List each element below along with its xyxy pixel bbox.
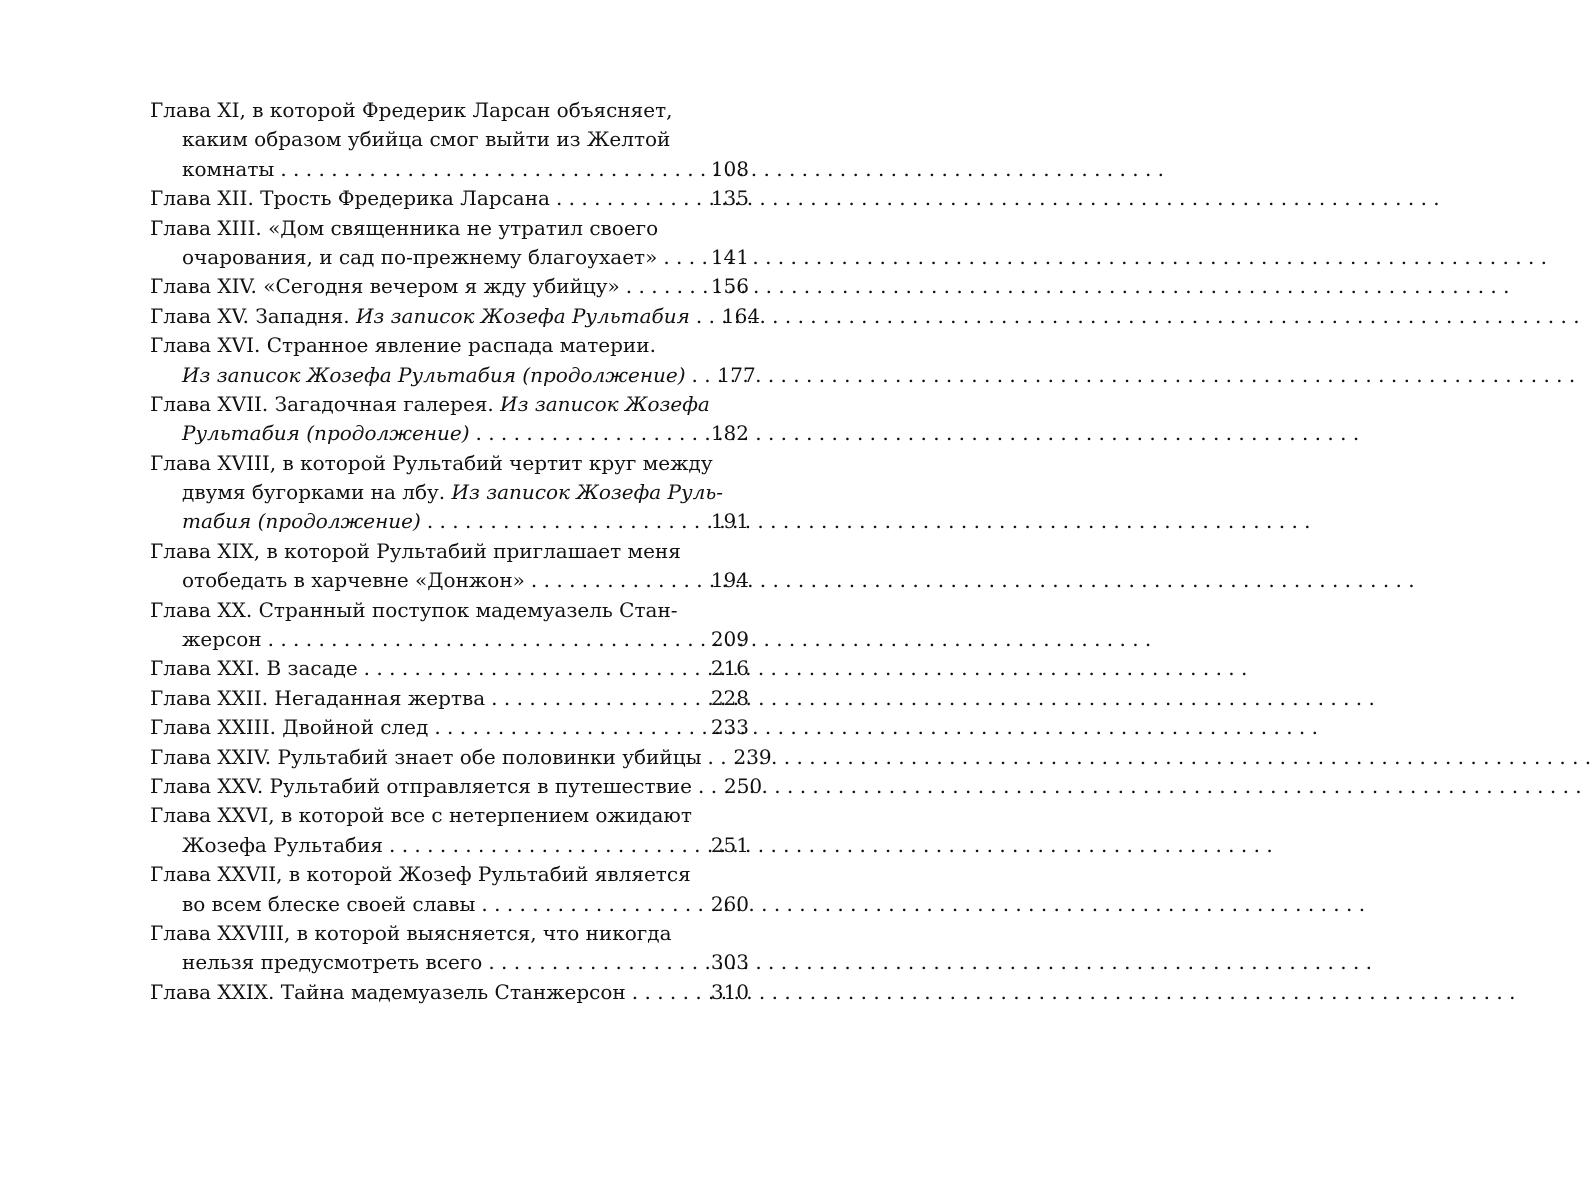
page-number: 135 [710,186,749,211]
toc-entry-line [150,478,749,507]
toc-entry-title [150,743,701,772]
toc-entry-title-text: Жозефа Рультабия [182,832,383,857]
toc-entry-line: Глава XVI. Странное явление распада материи. [150,333,656,358]
toc-entry-title [150,772,692,801]
dot-leader [262,625,711,654]
toc-entry-title [150,654,358,683]
toc-entry-final-line [150,507,749,536]
page-number: 108 [710,156,749,181]
toc-entry-title [150,684,485,713]
table-of-contents [150,96,772,1007]
dot-leader [701,743,733,772]
toc-entry [150,184,749,213]
toc-entry-final-line [150,772,763,801]
toc-entry-final-line [150,361,756,390]
dot-leader [686,361,718,390]
toc-entry-line: Глава XIX, в которой Рультабий приглашает меня [150,538,681,563]
toc-entry-final-line [150,684,749,713]
toc-entry-italic-text: Из записок Жозефа Рультабия (продолжение) [182,362,686,387]
toc-entry-final-line [150,419,749,448]
toc-entry-title-text: Глава XXI. В засаде [150,656,358,681]
dot-leader [485,684,711,713]
toc-entry-title [182,625,262,654]
toc-entry-title [150,272,620,301]
toc-entry-final-line [150,948,749,977]
toc-entry-title [150,302,690,331]
dot-leader [421,507,711,536]
toc-entry [150,860,749,919]
toc-entry-final-line [150,566,749,595]
toc-entry-italic-text: Рультабия (продолжение) [182,421,470,446]
page-number: 177 [717,362,756,387]
page-number: 182 [710,421,749,446]
toc-entry-text: двумя бугорками на лбу. [182,480,452,505]
toc-entry-final-line [150,184,749,213]
toc-entry [150,302,761,331]
dot-leader [657,243,710,272]
toc-entry [150,713,749,742]
toc-entry-title-text: Глава XII. Трость Фредерика Ларсана [150,186,550,211]
toc-entry-line: Глава XXVIII, в которой выясняется, что никогда [150,920,672,945]
page-number: 303 [710,950,749,975]
toc-entry-italic-text: Из записок Жозефа Руль- [451,480,723,505]
toc-entry [150,684,749,713]
toc-entry-final-line [150,625,749,654]
toc-entry-title [182,361,686,390]
toc-entry-title [182,155,274,184]
toc-entry-title [150,978,626,1007]
toc-entry-final-line [150,155,749,184]
toc-entry [150,978,749,1007]
dot-leader [690,302,722,331]
toc-entry-title [182,507,421,536]
toc-entry-title-text: Глава XIV. «Сегодня вечером я жду убийцу» [150,274,620,299]
toc-entry-title-text: во всем блеске своей славы [182,891,476,916]
toc-entry-title-text: жерсон [182,627,262,652]
toc-entry [150,772,763,801]
toc-entry-final-line [150,654,749,683]
toc-entry-text: Глава XVII. Загадочная галерея. [150,391,501,416]
page-number: 250 [723,773,763,798]
toc-entry-line [150,390,749,419]
page-number: 194 [710,568,749,593]
toc-entry-title-text: Глава XXIV. Рультабий знает обе половинки убийцы [150,744,702,769]
toc-entry-final-line [150,713,749,742]
page-number: 209 [710,627,749,652]
dot-leader [470,419,711,448]
toc-entry [150,390,749,449]
toc-entry-line: Глава XXVII, в которой Жозеф Рультабий является [150,862,691,887]
toc-entry [150,214,749,273]
toc-entry-title-text: комнаты [182,156,275,181]
toc-entry-title-text: Глава XXII. Негаданная жертва [150,685,486,710]
dot-leader [525,566,711,595]
toc-entry [150,596,749,655]
toc-entry-final-line [150,890,749,919]
page-number: 164 [721,303,761,328]
page-number: 141 [710,244,749,269]
toc-entry [150,449,749,537]
toc-entry [150,272,749,301]
toc-entry [150,743,772,772]
dot-leader [274,155,710,184]
dot-leader [482,948,710,977]
page-number: 233 [710,715,749,740]
page-number: 156 [710,274,749,299]
toc-entry-title [182,566,525,595]
dot-leader [358,654,711,683]
toc-entry-final-line [150,743,772,772]
dot-leader [428,713,711,742]
page-number: 191 [710,509,749,534]
toc-entry-line: Глава XXVI, в которой все с нетерпением ожидают [150,803,692,828]
toc-entry-title-text: нельзя предусмотреть всего [182,950,483,975]
toc-entry-title-text: Глава XXIII. Двойной след [150,715,429,740]
toc-entry-italic-text: табия (продолжение) [182,509,421,534]
toc-entry-title [182,890,475,919]
toc-entry-final-line [150,978,749,1007]
page-number: 310 [710,979,749,1004]
page-number: 228 [710,685,749,710]
toc-entry-italic-text: Из записок Жозефа Рультабия [355,303,690,328]
toc-entry-line: Глава XVIII, в которой Рультабий чертит круг между [150,450,713,475]
page-number: 260 [710,891,749,916]
page-number: 239 [733,744,772,769]
toc-entry [150,537,749,596]
toc-entry [150,96,749,184]
page-number: 216 [710,656,749,681]
toc-entry-line: Глава XI, в которой Фредерик Ларсан объясняет, [150,98,673,122]
toc-entry-line: Глава XX. Странный поступок мадемуазель Стан- [150,597,678,622]
toc-entry-italic-text: Из записок Жозефа [500,391,710,416]
toc-entry [150,801,749,860]
dot-leader [692,772,724,801]
dot-leader [620,272,711,301]
toc-entry-title [150,184,550,213]
toc-entry-final-line [150,243,749,272]
toc-entry-title-text: Глава XXIX. Тайна мадемуазель Станжерсон [150,979,626,1004]
toc-entry-line: каким образом убийца смог выйти из Желтой [182,127,671,152]
dot-leader [550,184,711,213]
toc-entry-title-text: Глава XXV. Рультабий отправляется в путешествие [150,773,692,798]
toc-entry-title [150,713,428,742]
dot-leader [475,890,710,919]
toc-entry [150,919,749,978]
toc-entry-final-line [150,831,749,860]
toc-entry-title-text: очарования, и сад по-прежнему благоухает» [182,244,658,269]
toc-entry-title [182,831,383,860]
toc-entry-title [182,948,482,977]
toc-entry-title [182,243,657,272]
dot-leader [626,978,711,1007]
toc-entry [150,331,756,390]
toc-entry-final-line [150,302,761,331]
dot-leader [383,831,711,860]
toc-entry-line: Глава XIII. «Дом священника не утратил своего [150,215,659,240]
toc-entry-final-line [150,272,749,301]
page-number: 251 [710,832,749,857]
toc-entry-title [182,419,470,448]
toc-entry-title-text: Глава XV. Западня. [150,303,356,328]
toc-entry [150,654,749,683]
toc-entry-title-text: отобедать в харчевне «Донжон» [182,568,525,593]
